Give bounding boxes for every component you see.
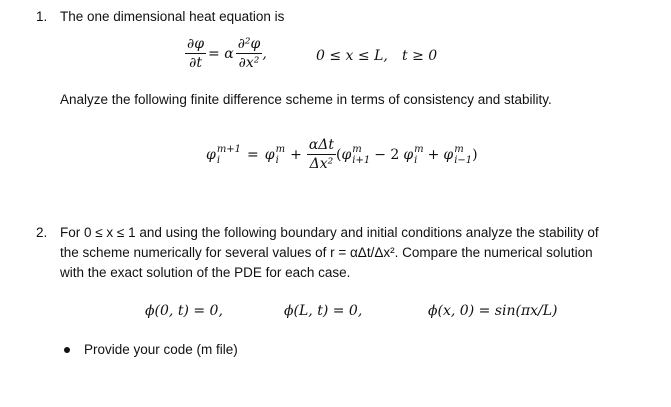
phi-symbol: φ: [264, 146, 275, 163]
domain-x: 0 ≤ x ≤ L,: [316, 48, 388, 64]
alpha-dt: αΔt: [308, 137, 335, 153]
phi-symbol: φ: [206, 146, 216, 163]
phi-im1-m-indices: [454, 144, 472, 166]
fraction-bar: [236, 53, 263, 54]
subscript-i: i: [275, 154, 279, 166]
subscript-i: i: [216, 154, 221, 166]
superscript-m: m: [275, 143, 286, 155]
question-2-number: 2.: [36, 225, 48, 240]
question-1-intro: The one dimensional heat equation is: [60, 9, 285, 24]
phi-ip1-m-indices: [352, 144, 370, 166]
heat-equation: [185, 36, 267, 71]
plus-sign: +: [290, 146, 302, 163]
phi-symbol: φ: [443, 146, 454, 163]
close-paren: ): [472, 146, 478, 163]
superscript-m: m: [414, 143, 424, 155]
equals-alpha: = α: [208, 45, 234, 62]
code-requirement: Provide your code (m file): [84, 342, 238, 357]
domain-t: t ≥ 0: [402, 48, 438, 64]
dx2: ∂x²: [238, 55, 260, 71]
subscript-i: i: [414, 154, 418, 166]
fraction-bar: [307, 154, 336, 155]
d2phi-dx2-fraction: [236, 36, 263, 71]
phi-symbol: φ: [403, 146, 414, 163]
dt: ∂t: [189, 55, 202, 71]
phi-symbol: φ: [341, 146, 352, 163]
phi-i-m1-indices: [217, 144, 241, 166]
d2phi: ∂²φ: [237, 36, 261, 52]
dphi-dt-fraction: [185, 36, 206, 71]
boundary-condition-left: ϕ(0, t) = 0,: [145, 303, 223, 319]
question-2-line-1: For 0 ≤ x ≤ 1 and using the following boundary and initial conditions analyze the stability of: [60, 225, 599, 240]
plus-sign: +: [427, 146, 440, 163]
equals-sign: =: [247, 146, 259, 163]
superscript-m-plus-1: m+1: [216, 143, 242, 155]
analyze-instruction: Analyze the following finite difference scheme in terms of consistency and stability.: [60, 92, 552, 107]
open-paren: (: [336, 146, 342, 163]
question-2-line-2: the scheme numerically for several values of r = αΔt/Δx². Compare the numerical solution: [60, 245, 593, 260]
bullet-icon: [64, 347, 70, 353]
subscript-i-plus-1: i+1: [352, 154, 371, 166]
coefficient-fraction: [307, 137, 336, 172]
equation-comma: ,: [262, 45, 267, 62]
subscript-i-minus-1: i−1: [454, 154, 473, 166]
fraction-bar: [185, 53, 206, 54]
minus-two: − 2: [374, 146, 400, 163]
phi-i-m-indices: [276, 144, 285, 166]
superscript-m: m: [352, 143, 362, 155]
initial-condition: ϕ(x, 0) = sin(πx/L): [428, 303, 558, 319]
phi-i-m-indices: [414, 144, 423, 166]
boundary-condition-right: ϕ(L, t) = 0,: [284, 303, 363, 319]
question-2-line-3: with the exact solution of the PDE for each case.: [60, 265, 351, 280]
dx-squared: Δx²: [309, 156, 334, 172]
question-1-number: 1.: [36, 9, 48, 24]
superscript-m: m: [454, 143, 464, 155]
finite-difference-scheme: [206, 137, 478, 172]
dphi: ∂φ: [187, 36, 205, 52]
